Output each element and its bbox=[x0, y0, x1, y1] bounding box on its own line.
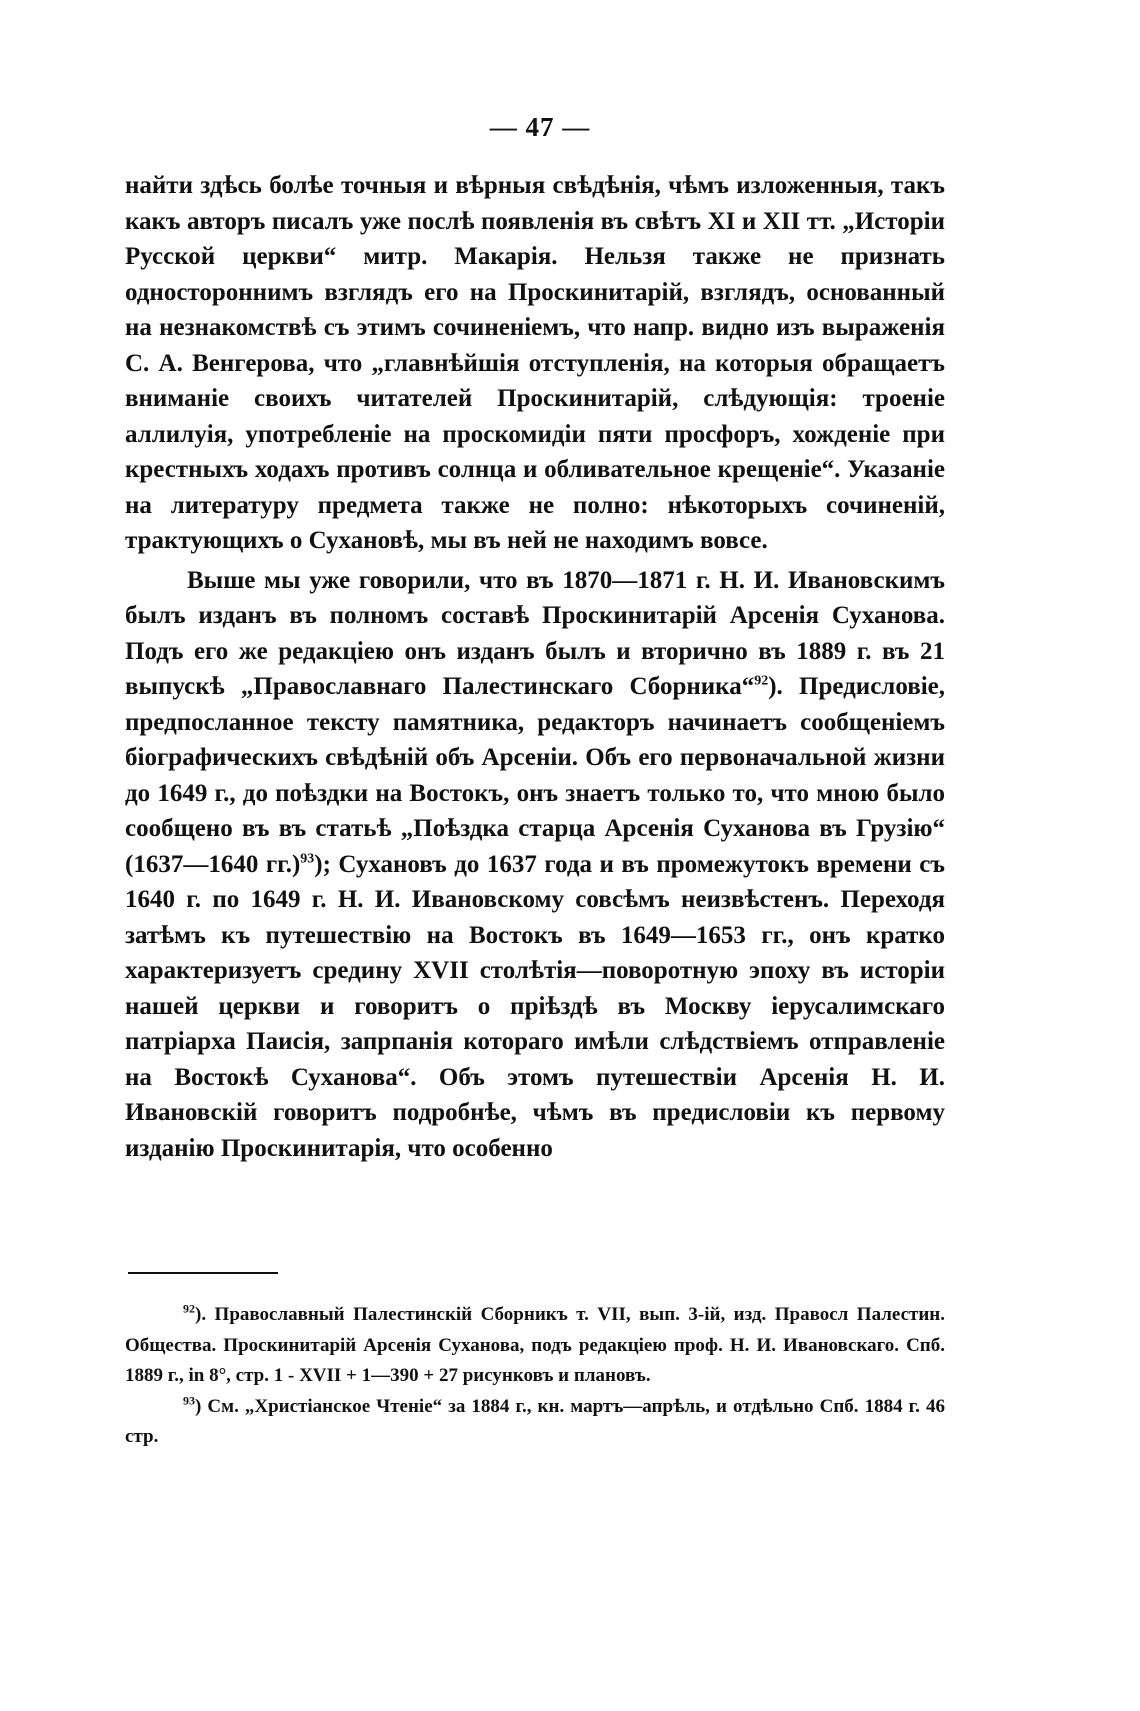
footnote-mark: 93 bbox=[183, 1393, 195, 1408]
footnote-text: ) См. „Христіанское Чтеніе“ за 1884 г., кн. мартъ—апрѣль, и отдѣльно Спб. 1884 г. 46 стр. bbox=[125, 1395, 945, 1447]
paragraph-2-part-1: Выше мы уже говорили, что въ 1870—1871 г. Н. И. Ивановскимъ былъ изданъ въ полномъ составѣ Проскинитарій Арсенія Суханова. Подъ его же редакціею онъ изданъ былъ и вторично въ 1889 г. въ 21 выпускѣ „Православнаго Палестинскаго Сборника“ bbox=[125, 566, 945, 700]
paragraph-2 bbox=[125, 563, 945, 1167]
footnote-93 bbox=[125, 1392, 945, 1453]
footnote-ref-93[interactable]: 93 bbox=[300, 851, 315, 867]
page-number: — 47 — bbox=[489, 112, 591, 142]
footnote-92 bbox=[125, 1300, 945, 1392]
footnote-ref-92[interactable]: 92 bbox=[754, 673, 769, 689]
footnote-mark: 92 bbox=[183, 1301, 195, 1316]
footnotes bbox=[125, 1300, 945, 1453]
paragraph-2-part-3: ); Сухановъ до 1637 года и въ промежутокъ времени съ 1640 г. по 1649 г. Н. И. Ивановскому совсѣмъ неизвѣстенъ. Переходя затѣмъ къ путешествію на Востокъ въ 1649—1653 гг., онъ кратко характеризуетъ средину XVII столѣтія—поворотную эпоху въ исторіи нашей церкви и говоритъ о пріѣздѣ въ Москву іерусалимскаго патріарха Паисія, запрпанія котораго имѣли слѣдствіемъ отправленіе на Востокѣ Суханова“. Объ этомъ путешествіи Арсенія Н. И. Ивановскій говоритъ подробнѣе, чѣмъ въ предисловіи къ первому изданію Проскинитарія, что особенно bbox=[125, 850, 945, 1162]
main-text bbox=[125, 168, 945, 1166]
footnote-separator bbox=[128, 1272, 278, 1274]
footnote-text: ). Православный Палестинскій Сборникъ т. VII, вып. 3-ій, изд. Правосл Палестин. Общества. Проскинитарій Арсенія Суханова, подъ редакціею проф. Н. И. Ивановскаго. Спб. 1889 г., in 8°, стр. 1 - XVII + 1—390 + 27 рисунковъ и плановъ. bbox=[125, 1304, 945, 1386]
paragraph-2-part-2: ). Предисловіе, предпосланное тексту памятника, редакторъ начинаетъ сообщеніемъ біографическихъ свѣдѣній объ Арсеніи. Объ его первоначальной жизни до 1649 г., до поѣздки на Востокъ, онъ знаетъ только то, что мною было сообщено въ въ статьѣ „Поѣздка старца Арсенія Суханова въ Грузію“ (1637—1640 гг.) bbox=[125, 673, 945, 878]
paragraph-1: найти здѣсь болѣе точныя и вѣрныя свѣдѣнія, чѣмъ изложенныя, такъ какъ авторъ писалъ уже послѣ появленія въ свѣтъ XI и XII тт. „Исторіи Русской церкви“ митр. Макарія. Нельзя также не признать одностороннимъ взглядъ его на Проскинитарій, взглядъ, основанный на незнакомствѣ съ этимъ сочиненіемъ, что напр. видно изъ выраженія С. А. Венгерова, что „главнѣйшія отступленія, на которыя обращаетъ вниманіе своихъ читателей Проскинитарій, слѣдующія: троеніе аллилуія, употребленіе на проскомидіи пяти просфоръ, хожденіе при крестныхъ ходахъ противъ солнца и обливательное крещеніе“. Указаніе на литературу предмета также не полно: нѣкоторыхъ сочиненій, трактующихъ о Сухановѣ, мы въ ней не находимъ вовсе. bbox=[125, 172, 945, 554]
